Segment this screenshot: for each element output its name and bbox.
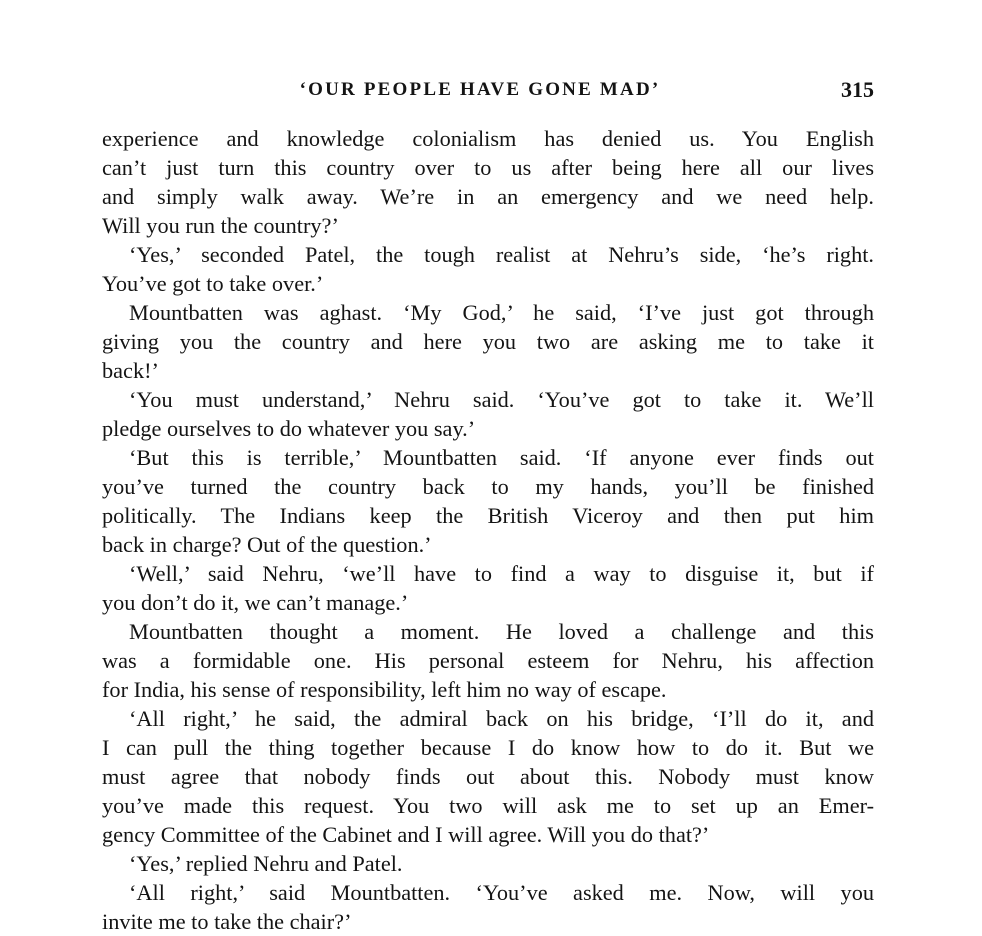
text-line: ‘Yes,’ replied Nehru and Patel. (129, 851, 403, 876)
text-line: Mountbatten was aghast. ‘My God,’ he said, ‘I’ve just got through (129, 300, 874, 325)
text-line: ‘You must understand,’ Nehru said. ‘You’ve got to take it. We’ll (129, 387, 874, 412)
text-line: you’ve turned the country back to my hands, you’ll be finished (102, 474, 874, 499)
text-line: politically. The Indians keep the British Viceroy and then put him (102, 503, 874, 528)
text-line: can’t just turn this country over to us after being here all our lives (102, 155, 874, 180)
text-line: gency Committee of the Cabinet and I will agree. Will you do that?’ (102, 822, 710, 847)
running-title: ‘OUR PEOPLE HAVE GONE MAD’ (299, 79, 661, 100)
text-line: pledge ourselves to do whatever you say.’ (102, 416, 476, 441)
text-line: you’ve made this request. You two will ask me to set up an Emer- (102, 793, 874, 818)
text-line: ‘All right,’ said Mountbatten. ‘You’ve asked me. Now, will you (129, 880, 874, 905)
text-line: You’ve got to take over.’ (102, 271, 324, 296)
text-line: for India, his sense of responsibility, left him no way of escape. (102, 677, 667, 702)
text-line: Mountbatten thought a moment. He loved a challenge and this (129, 619, 874, 644)
text-line: giving you the country and here you two are asking me to take it (102, 329, 874, 354)
text-line: Will you run the country?’ (102, 213, 339, 238)
text-line: must agree that nobody finds out about this. Nobody must know (102, 764, 874, 789)
text-line: was a formidable one. His personal esteem for Nehru, his affection (102, 648, 874, 673)
body-text (102, 124, 874, 936)
text-line: I can pull the thing together because I do know how to do it. But we (102, 735, 874, 760)
text-line: ‘All right,’ he said, the admiral back on his bridge, ‘I’ll do it, and (129, 706, 874, 731)
text-line: back in charge? Out of the question.’ (102, 532, 432, 557)
running-head (102, 76, 878, 104)
text-line: back!’ (102, 358, 159, 383)
text-line: ‘Well,’ said Nehru, ‘we’ll have to find a way to disguise it, but if (129, 561, 874, 586)
text-line: experience and knowledge colonialism has denied us. You English (102, 126, 874, 151)
text-line: ‘But this is terrible,’ Mountbatten said. ‘If anyone ever finds out (129, 445, 874, 470)
text-line: ‘Yes,’ seconded Patel, the tough realist at Nehru’s side, ‘he’s right. (129, 242, 874, 267)
text-line: and simply walk away. We’re in an emergency and we need help. (102, 184, 874, 209)
page-number: 315 (841, 77, 874, 102)
text-line: you don’t do it, we can’t manage.’ (102, 590, 409, 615)
text-line: invite me to take the chair?’ (102, 909, 352, 934)
